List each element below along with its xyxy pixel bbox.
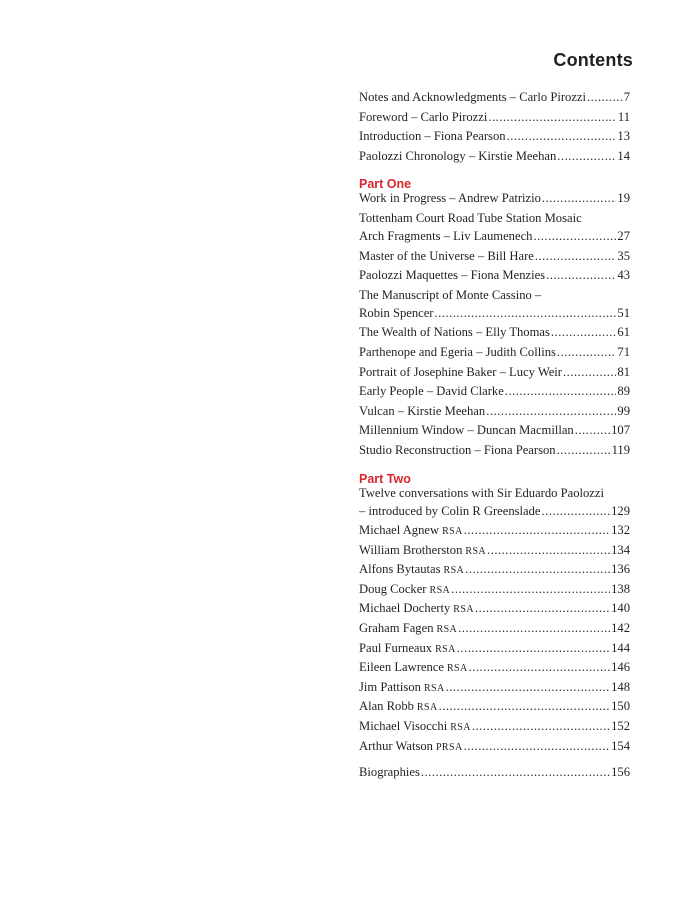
dot-leader [535, 249, 617, 264]
page-number: 89 [617, 384, 630, 399]
dot-leader [465, 562, 610, 577]
toc-entry[interactable] [359, 641, 630, 661]
toc-entry[interactable] [359, 325, 630, 345]
dot-leader [487, 543, 610, 558]
toc-entry[interactable] [359, 765, 630, 785]
dot-leader [587, 90, 623, 105]
entry-title: Michael Docherty [359, 601, 451, 616]
entry-title: Notes and Acknowledgments – Carlo Pirozzi [359, 90, 586, 104]
toc-entry[interactable] [359, 443, 630, 463]
entry-title: Millennium Window – Duncan Macmillan [359, 423, 574, 438]
toc-entry[interactable] [359, 562, 630, 582]
toc-entry[interactable] [359, 660, 630, 680]
page-number: 144 [611, 640, 630, 655]
dot-leader [533, 229, 616, 244]
dot-leader [472, 719, 610, 734]
dot-leader [458, 621, 610, 636]
page-number: 154 [611, 738, 630, 753]
page-number: 14 [617, 148, 630, 163]
toc-entry[interactable] [359, 90, 630, 110]
page-number: 136 [611, 562, 630, 577]
entry-title-line: Twelve conversations with Sir Eduardo Paolozzi [359, 485, 604, 500]
entry-title: Eileen Lawrence [359, 660, 444, 675]
entry-title: Jim Pattison [359, 679, 421, 694]
title-suffix: RSA [429, 584, 451, 596]
entry-title: Graham Fagen [359, 621, 434, 636]
dot-leader [505, 384, 617, 399]
dot-leader [551, 325, 617, 340]
page-number: 132 [611, 523, 630, 538]
dot-leader [439, 699, 611, 714]
entry-title: Alan Robb [359, 699, 414, 714]
entry-title: Parthenope and Egeria – Judith Collins [359, 344, 556, 359]
toc-entry[interactable] [359, 739, 630, 759]
dot-leader [546, 268, 616, 283]
dot-leader [469, 660, 611, 675]
page-number: 71 [617, 344, 630, 359]
table-of-contents [359, 90, 630, 785]
toc-entry[interactable] [359, 404, 630, 424]
entry-title: Paolozzi Chronology – Kirstie Meehan [359, 148, 557, 163]
toc-entry[interactable] [359, 680, 630, 700]
entry-title: Studio Reconstruction – Fiona Pearson [359, 442, 556, 457]
entry-title: Alfons Bytautas [359, 562, 441, 577]
dot-leader [446, 680, 611, 695]
page-number: 61 [617, 325, 630, 340]
toc-entry[interactable] [359, 345, 630, 365]
entry-title: Foreword – Carlo Pirozzi [359, 109, 488, 124]
page-number: 81 [617, 364, 630, 379]
entry-title: Paul Furneaux [359, 640, 433, 655]
page-number: 27 [617, 228, 630, 243]
toc-entry[interactable] [359, 129, 630, 149]
toc-entry[interactable] [359, 149, 630, 169]
toc-entry[interactable] [359, 268, 630, 288]
entry-title: Michael Visocchi [359, 719, 448, 734]
entry-title: Michael Agnew [359, 523, 440, 538]
page-number: 140 [611, 601, 630, 616]
page-number: 119 [611, 442, 630, 457]
toc-entry[interactable] [359, 523, 630, 543]
title-suffix: RSA [465, 545, 487, 557]
entry-title: Master of the Universe – Bill Hare [359, 248, 534, 263]
page-number: 99 [617, 403, 630, 418]
toc-entry[interactable] [359, 423, 630, 443]
entry-title: William Brotherston [359, 542, 463, 557]
title-suffix: RSA [443, 565, 465, 577]
part-one-heading: Part One [359, 177, 412, 192]
page-number: 134 [611, 542, 630, 557]
page-number: 43 [617, 268, 630, 283]
toc-entry[interactable] [359, 543, 630, 563]
dot-leader [464, 739, 611, 754]
entry-title: Introduction – Fiona Pearson [359, 129, 506, 144]
dot-leader [542, 191, 616, 206]
dot-leader [557, 443, 611, 458]
toc-entry[interactable] [359, 384, 630, 404]
page-number: 148 [611, 679, 630, 694]
entry-title: Paolozzi Maquettes – Fiona Menzies [359, 268, 546, 283]
page-number: 129 [611, 503, 630, 518]
dot-leader [575, 423, 610, 438]
dot-leader [488, 110, 616, 125]
page-title: Contents [553, 50, 633, 70]
page-number: 51 [617, 305, 630, 320]
page-number: 138 [611, 581, 630, 596]
entry-title: Robin Spencer [359, 305, 434, 320]
entry-title: Work in Progress – Andrew Patrizio [359, 191, 541, 206]
entry-title: The Wealth of Nations – Elly Thomas [359, 325, 550, 340]
title-suffix: PRSA [435, 741, 463, 753]
toc-entry[interactable] [359, 719, 630, 739]
title-suffix: RSA [435, 643, 456, 655]
title-suffix: RSA [453, 604, 474, 616]
toc-entry[interactable] [359, 191, 630, 211]
entry-title: Vulcan – Kirstie Meehan [359, 403, 486, 418]
entry-title: Biographies [359, 765, 420, 780]
entry-title: Doug Cocker [359, 581, 427, 596]
dot-leader [557, 345, 616, 360]
toc-entry[interactable] [359, 504, 630, 524]
dot-leader [563, 365, 616, 380]
dot-leader [542, 504, 611, 519]
title-suffix: RSA [436, 624, 458, 636]
page-number: 11 [617, 109, 630, 124]
title-suffix: RSA [423, 682, 445, 694]
page-number: 13 [617, 129, 630, 144]
toc-entry[interactable] [359, 699, 630, 719]
title-suffix: RSA [446, 663, 468, 675]
page-number: 152 [611, 719, 630, 734]
entry-title-line: The Manuscript of Monte Cassino – [359, 287, 542, 302]
title-suffix: RSA [416, 702, 438, 714]
entry-title-line: Tottenham Court Road Tube Station Mosaic [359, 210, 582, 225]
dot-leader [475, 601, 610, 616]
entry-title: Arthur Watson [359, 738, 433, 753]
entry-title: Portrait of Josephine Baker – Lucy Weir [359, 364, 562, 379]
title-suffix: RSA [442, 526, 463, 538]
part-two-heading: Part Two [359, 471, 411, 486]
toc-entry[interactable] [359, 365, 630, 385]
page-number: 107 [611, 423, 630, 438]
dot-leader [435, 306, 617, 321]
toc-entry[interactable] [359, 110, 630, 130]
toc-entry[interactable] [359, 229, 630, 249]
dot-leader [507, 129, 617, 144]
page-number: 146 [611, 660, 630, 675]
page-number: 156 [611, 765, 630, 780]
dot-leader [486, 404, 616, 419]
entry-title: Early People – David Clarke [359, 384, 504, 399]
toc-entry[interactable] [359, 306, 630, 326]
toc-entry[interactable] [359, 601, 630, 621]
toc-entry[interactable] [359, 582, 630, 602]
page-number: 150 [611, 699, 630, 714]
entry-title: – introduced by Colin R Greenslade [359, 503, 541, 518]
dot-leader [464, 523, 610, 538]
title-suffix: RSA [450, 722, 471, 734]
toc-entry[interactable] [359, 621, 630, 641]
page-number: 35 [617, 248, 630, 263]
page-number: 19 [617, 191, 630, 206]
dot-leader [421, 765, 610, 780]
dot-leader [457, 641, 610, 656]
page-number: 142 [611, 621, 630, 636]
toc-entry[interactable] [359, 249, 630, 269]
entry-title: Arch Fragments – Liv Laumenech [359, 228, 533, 243]
dot-leader [557, 149, 616, 164]
page-number: 7 [623, 90, 630, 104]
dot-leader [451, 582, 610, 597]
